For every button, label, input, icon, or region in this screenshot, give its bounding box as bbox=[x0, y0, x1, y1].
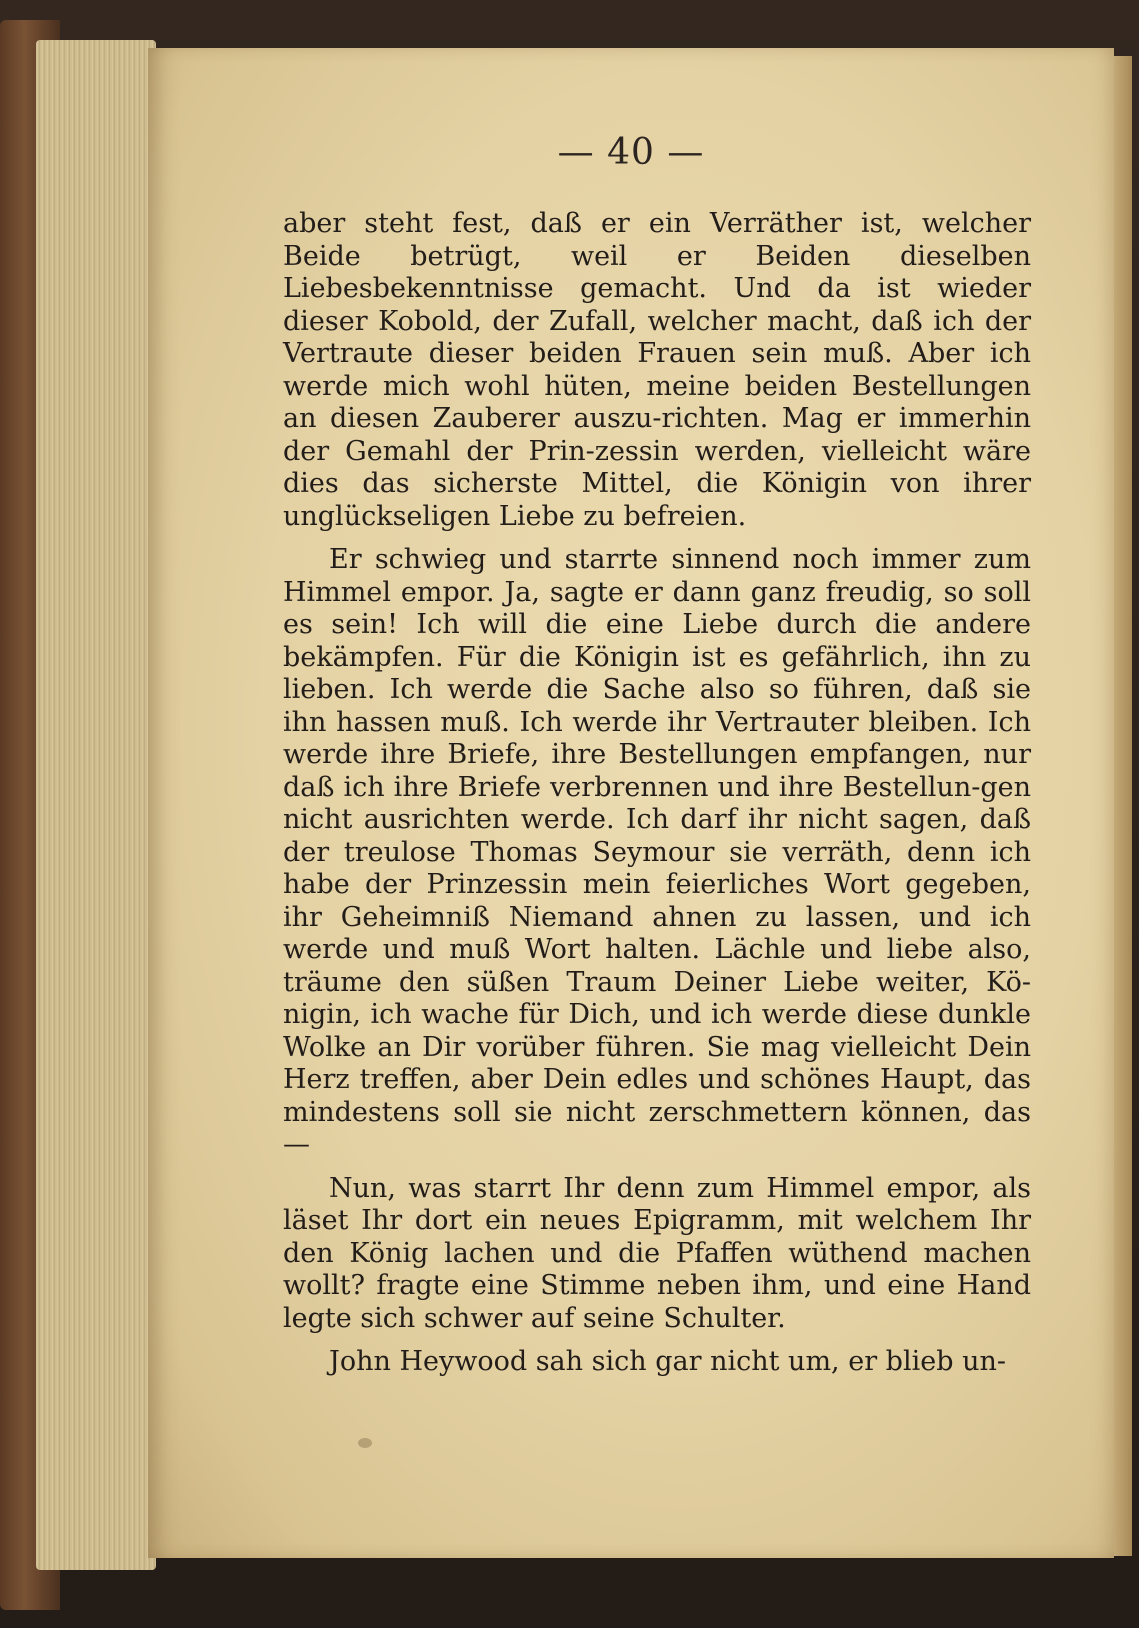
paragraph: John Heywood sah sich gar nicht um, er blieb un- bbox=[329, 1346, 1006, 1377]
paragraph: Nun, was starrt Ihr denn zum Himmel empor, als läset Ihr dort ein neues Epigramm, mit welchem Ihr den König lachen und die Pfaffen wüthend machen wollt? fragte eine Stimme neben ihm, und eine Hand legte sich schwer auf seine Schulter. bbox=[283, 1172, 1031, 1334]
paragraph-continued: aber steht fest, daß er ein Verräther ist, welcher Beide betrügt, weil er Beiden dieselben Liebesbekenntnisse gemacht. Und da ist wieder dieser Kobold, der Zufall, welcher macht, daß ich der Vertraute dieser beiden Frauen sein muß. Aber ich werde mich wohl hüten, meine beiden Bestellungen an diesen Zauberer auszu-richten. Mag er immerhin der Gemahl der Prin-zessin werden, vielleicht wäre dies das sicherste Mittel, die Königin von ihrer unglückseligen Liebe zu befreien. bbox=[283, 208, 1031, 532]
book-page bbox=[148, 48, 1114, 1558]
paragraph: Er schwieg und starrte sinnend noch immer zum Himmel empor. Ja, sagte er dann ganz freudig, so soll es sein! Ich will die eine Liebe durch die andere bekämpfen. Für die Königin ist es gefährlich, ihn zu lieben. Ich werde die Sache also so führen, daß sie ihn hassen muß. Ich werde ihr Vertrauter bleiben. Ich werde ihre Briefe, ihre Bestellungen empfangen, nur daß ich ihre Briefe verbrennen und ihre Bestellun-gen nicht ausrichten werde. Ich darf ihr nicht sagen, daß der treulose Thomas Seymour sie verräth, denn ich habe der Prinzessin mein feierliches Wort gegeben, ihr Geheimniß Niemand ahnen zu lassen, und ich werde und muß Wort halten. Lächle und liebe also, träume den süßen Traum Deiner Liebe weiter, Kö-nigin, ich wache für Dich, und ich werde diese dunkle Wolke an Dir vorüber führen. Sie mag vielleicht Dein Herz treffen, aber Dein edles und schönes Haupt, das mindestens soll sie nicht zerschmettern können, das — bbox=[283, 544, 1031, 1160]
page-stack-edges bbox=[36, 40, 156, 1570]
body-text bbox=[283, 208, 1031, 1379]
paper-stain bbox=[358, 1438, 372, 1448]
page-number: — 40 — bbox=[557, 132, 705, 173]
